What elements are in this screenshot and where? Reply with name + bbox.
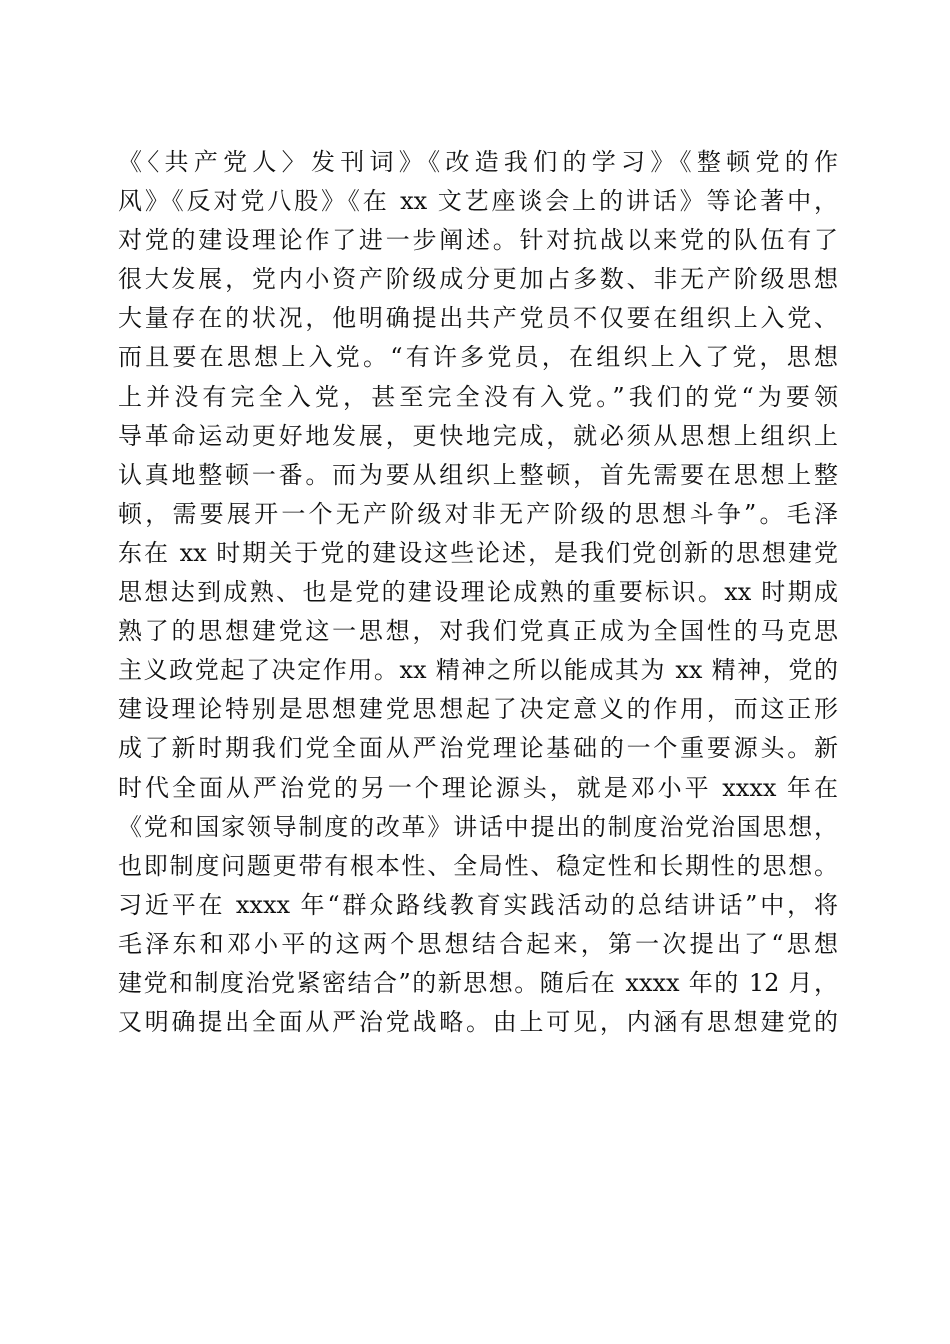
text-line: 时代全面从严治党的另一个理论源头，就是邓小平 xxxx 年在: [118, 773, 838, 802]
text-line: 熟了的思想建党这一思想，对我们党真正成为全国性的马克思: [118, 617, 838, 646]
text-line: 风》《反对党八股》《在 xx 文艺座谈会上的讲话》等论著中，: [118, 187, 838, 216]
text-line: 而且要在思想上入党。“有许多党员，在组织上入了党，思想: [118, 343, 838, 372]
text-line: 顿，需要展开一个无产阶级对非无产阶级的思想斗争”。毛泽: [118, 499, 838, 528]
text-line: 《党和国家领导制度的改革》讲话中提出的制度治党治国思想，: [118, 812, 838, 841]
text-line: 毛泽东和邓小平的这两个思想结合起来，第一次提出了“思想: [118, 929, 838, 958]
text-line: 建党和制度治党紧密结合”的新思想。随后在 xxxx 年的 12 月，: [118, 968, 838, 997]
text-line: 认真地整顿一番。而为要从组织上整顿，首先需要在思想上整: [118, 460, 838, 489]
text-line: 也即制度问题更带有根本性、全局性、稳定性和长期性的思想。: [118, 851, 838, 880]
text-line: 思想达到成熟、也是党的建设理论成熟的重要标识。xx 时期成: [118, 578, 838, 607]
text-line: 建设理论特别是思想建党思想起了决定意义的作用，而这正形: [118, 695, 838, 724]
text-line: 大量存在的状况，他明确提出共产党员不仅要在组织上入党、: [118, 304, 838, 333]
body-paragraph: [118, 143, 838, 1042]
text-line: 对党的建设理论作了进一步阐述。针对抗战以来党的队伍有了: [118, 226, 838, 255]
text-line: 主义政党起了决定作用。xx 精神之所以能成其为 xx 精神，党的: [118, 656, 838, 685]
text-line: 很大发展，党内小资产阶级成分更加占多数、非无产阶级思想: [118, 265, 838, 294]
text-line: 《〈共产党人〉发刊词》《改造我们的学习》《整顿党的作: [118, 148, 838, 176]
text-line: 上并没有完全入党，甚至完全没有入党。”我们的党“为要领: [118, 382, 838, 411]
text-line: 东在 xx 时期关于党的建设这些论述，是我们党创新的思想建党: [118, 538, 838, 567]
text-line: 又明确提出全面从严治党战略。由上可见，内涵有思想建党的: [118, 1008, 838, 1037]
text-line: 导革命运动更好地发展，更快地完成，就必须从思想上组织上: [118, 421, 838, 450]
text-line: 成了新时期我们党全面从严治党理论基础的一个重要源头。新: [118, 734, 838, 763]
text-line: 习近平在 xxxx 年“群众路线教育实践活动的总结讲话”中，将: [118, 890, 838, 919]
